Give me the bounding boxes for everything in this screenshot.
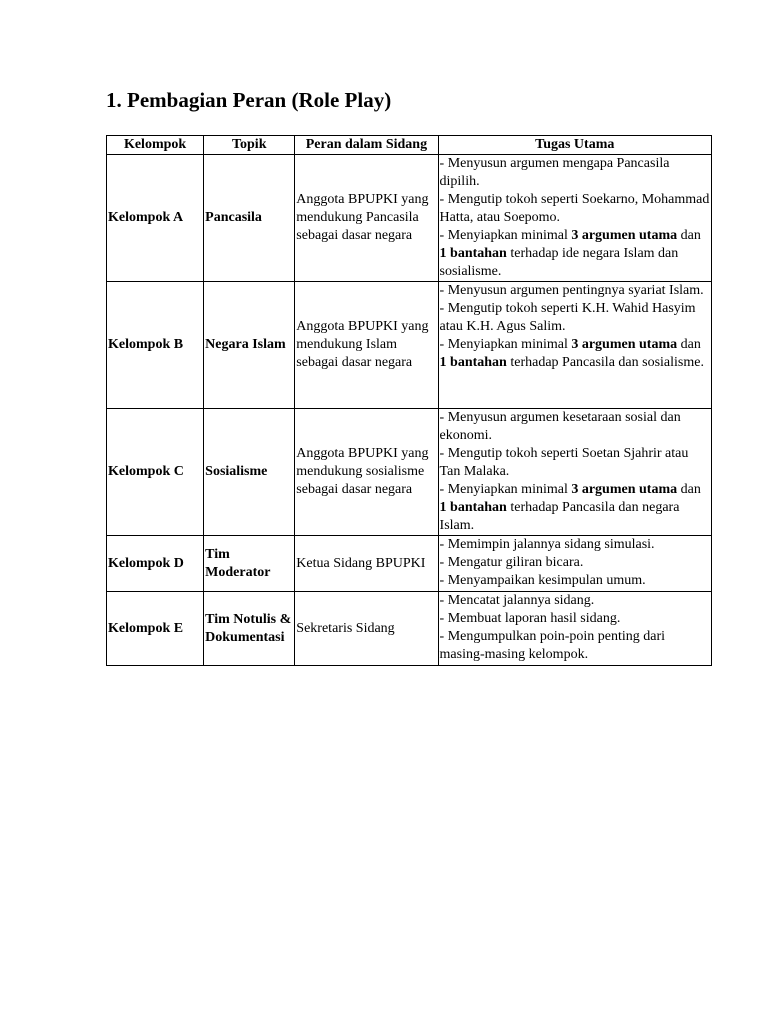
- task-text: - Mengutip tokoh seperti Soekarno, Mohammad Hatta, atau Soepomo.: [439, 192, 710, 225]
- task-text: - Mencatat jalannya sidang.: [439, 593, 595, 608]
- task-text: - Mengutip tokoh seperti Soetan Sjahrir atau Tan Malaka.: [439, 446, 689, 479]
- task-item: [440, 409, 710, 445]
- task-item: [440, 300, 710, 336]
- task-text: - Menyusun argumen pentingnya syariat Islam.: [439, 283, 704, 298]
- task-emphasis: 1 bantahan: [439, 355, 507, 370]
- cell-peran: Ketua Sidang BPUPKI: [295, 536, 438, 592]
- task-text: - Menyusun argumen mengapa Pancasila dipilih.: [439, 156, 670, 189]
- task-emphasis: 3 argumen utama: [571, 228, 678, 243]
- table-body: [107, 155, 712, 666]
- cell-peran: Anggota BPUPKI yang mendukung Pancasila sebagai dasar negara: [295, 155, 438, 282]
- task-item: [440, 572, 710, 590]
- cell-tugas: [438, 592, 711, 666]
- task-text: - Menyusun argumen kesetaraan sosial dan ekonomi.: [439, 410, 681, 443]
- cell-tugas: [438, 536, 711, 592]
- task-text: - Mengumpulkan poin-poin penting dari masing-masing kelompok.: [439, 629, 666, 662]
- cell-topik: Tim Notulis & Dokumentasi: [204, 592, 295, 666]
- task-text: terhadap ide negara Islam dan sosialisme.: [439, 246, 679, 279]
- task-emphasis: 1 bantahan: [439, 500, 507, 515]
- header-tugas: Tugas Utama: [438, 136, 711, 155]
- cell-kelompok: Kelompok C: [107, 409, 204, 536]
- cell-kelompok: Kelompok E: [107, 592, 204, 666]
- task-text: terhadap Pancasila dan sosialisme.: [506, 355, 704, 370]
- task-text: - Menyiapkan minimal: [439, 228, 572, 243]
- task-item: [440, 628, 710, 664]
- section-heading: 1. Pembagian Peran (Role Play): [106, 88, 392, 112]
- table-row: [107, 409, 712, 536]
- task-item: [440, 227, 710, 281]
- task-item: [440, 282, 710, 300]
- table-row: [107, 536, 712, 592]
- cell-topik: Pancasila: [204, 155, 295, 282]
- cell-peran: Anggota BPUPKI yang mendukung Islam sebagai dasar negara: [295, 282, 438, 409]
- task-item: [440, 610, 710, 628]
- role-table: [106, 135, 712, 666]
- task-text: - Memimpin jalannya sidang simulasi.: [439, 537, 655, 552]
- header-kelompok: Kelompok: [107, 136, 204, 155]
- table-row: [107, 592, 712, 666]
- task-text: dan: [677, 228, 701, 243]
- task-item: [440, 336, 710, 372]
- cell-peran: Sekretaris Sidang: [295, 592, 438, 666]
- header-topik: Topik: [204, 136, 295, 155]
- cell-topik: Sosialisme: [204, 409, 295, 536]
- cell-tugas: [438, 409, 711, 536]
- table-row: [107, 155, 712, 282]
- cell-kelompok: Kelompok D: [107, 536, 204, 592]
- cell-kelompok: Kelompok A: [107, 155, 204, 282]
- cell-topik: Negara Islam: [204, 282, 295, 409]
- task-text: dan: [677, 482, 701, 497]
- table-row: [107, 282, 712, 409]
- task-item: [440, 155, 710, 191]
- task-item: [440, 536, 710, 554]
- task-text: - Menyiapkan minimal: [439, 337, 572, 352]
- task-text: dan: [677, 337, 701, 352]
- task-emphasis: 3 argumen utama: [571, 482, 678, 497]
- task-item: [440, 481, 710, 535]
- task-text: - Mengutip tokoh seperti K.H. Wahid Hasyim atau K.H. Agus Salim.: [439, 301, 696, 334]
- cell-peran: Anggota BPUPKI yang mendukung sosialisme sebagai dasar negara: [295, 409, 438, 536]
- task-text: - Menyampaikan kesimpulan umum.: [439, 573, 646, 588]
- cell-tugas: [438, 282, 711, 409]
- cell-tugas: [438, 155, 711, 282]
- header-peran: Peran dalam Sidang: [295, 136, 438, 155]
- cell-topik: Tim Moderator: [204, 536, 295, 592]
- task-item: [440, 445, 710, 481]
- task-item: [440, 592, 710, 610]
- task-text: - Mengatur giliran bicara.: [439, 555, 584, 570]
- task-emphasis: 3 argumen utama: [571, 337, 678, 352]
- table-header-row: [107, 136, 712, 155]
- task-emphasis: 1 bantahan: [439, 246, 507, 261]
- cell-kelompok: Kelompok B: [107, 282, 204, 409]
- task-item: [440, 554, 710, 572]
- task-item: [440, 191, 710, 227]
- task-text: - Menyiapkan minimal: [439, 482, 572, 497]
- task-text: terhadap Pancasila dan negara Islam.: [439, 500, 680, 533]
- task-text: - Membuat laporan hasil sidang.: [439, 611, 621, 626]
